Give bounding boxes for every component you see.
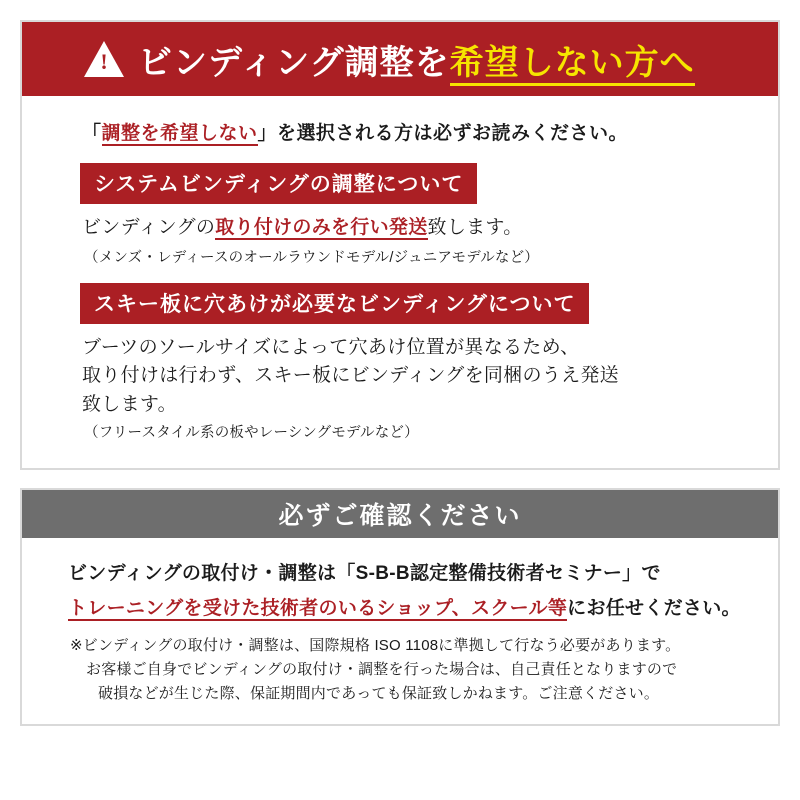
- section2-line2-after: のうえ発送: [522, 365, 619, 387]
- lead-paragraph: [82, 118, 752, 145]
- section2-note: （フリースタイル系の板やレーシングモデルなど）: [84, 425, 419, 442]
- section1-body-before: ビンディングの: [82, 217, 216, 238]
- confirmation-panel: [20, 488, 780, 726]
- panel2-header-title: 必ずご確認ください: [278, 502, 522, 531]
- panel2-notes: [70, 634, 752, 706]
- binding-adjustment-panel: [20, 20, 780, 470]
- section1-body: [82, 214, 752, 242]
- panel-header-red: [22, 22, 778, 96]
- lead-suffix: 」を選択される方は必ずお読みください。: [257, 123, 629, 144]
- section2-line3: 致します。: [82, 393, 177, 415]
- header-text-highlight: 希望しない方へ: [450, 44, 695, 86]
- section1-note: （メンズ・レディースのオールラウンドモデル/ジュニアモデルなど）: [84, 249, 539, 266]
- panel-body: [22, 96, 778, 468]
- section2-heading: スキー板に穴あけが必要なビンディングについて: [80, 283, 589, 324]
- panel-header-title: [138, 35, 695, 84]
- lead-underlined: 調整を希望しない: [101, 123, 258, 144]
- panel2-note-3: 破損などが生じた際、保証期間内であっても保証致しかねます。ご注意ください。: [98, 685, 660, 703]
- panel2-line2-emphasis: トレーニングを受けた技術者のいるショップ、スクール等: [68, 598, 568, 620]
- panel2-line2: [68, 593, 752, 620]
- section1-body-emphasis: 取り付けのみを行い発送: [215, 217, 428, 238]
- section1-body-after: 致します。: [427, 217, 523, 238]
- panel2-note-1: ※ビンディングの取付け・調整は、国際規格 ISO 1108に準拠して行なう必要があります。: [70, 637, 681, 655]
- lead-prefix: 「: [82, 123, 102, 144]
- header-text-plain: ビンディング調整を: [138, 43, 450, 82]
- section2-line1: ブーツのソールサイズによって穴あけ位置が異なるため、: [82, 336, 580, 358]
- panel2-header: [22, 490, 778, 538]
- section2-line2-emphasis: 取り付けは行わず、スキー板にビンディングを同梱: [82, 365, 523, 387]
- panel2-line2-after: にお任せください。: [567, 598, 741, 620]
- panel2-line1: ビンディングの取付け・調整は「S-B-B認定整備技術者セミナー」で: [68, 563, 661, 585]
- section2-body: [82, 334, 752, 420]
- panel2-body: [22, 538, 778, 724]
- panel2-note-2: お客様ご自身でビンディングの取付け・調整を行った場合は、自己責任となりますので: [86, 661, 678, 679]
- warning-triangle-icon: !: [84, 41, 124, 77]
- section1-heading: システムビンディングの調整について: [80, 163, 477, 204]
